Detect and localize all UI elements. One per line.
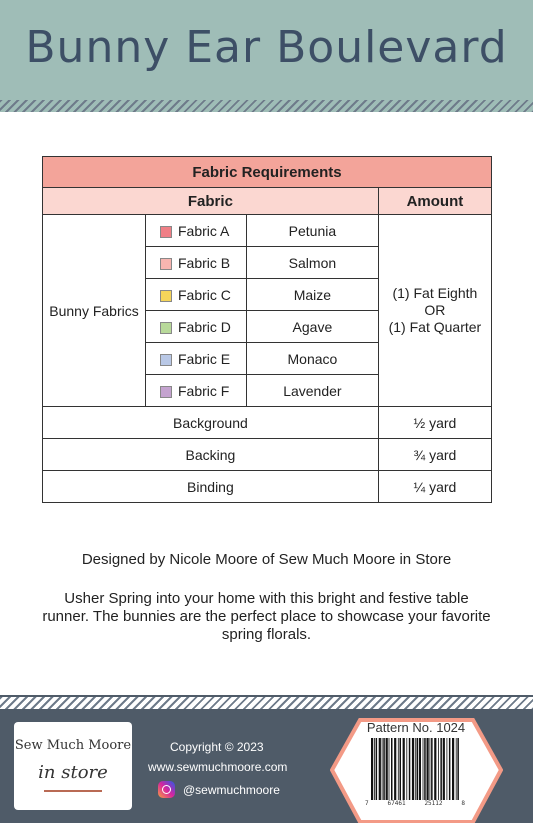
color-swatch	[160, 258, 172, 270]
bunny-fabrics-label: Bunny Fabrics	[43, 215, 146, 407]
fabric-color-name: Maize	[247, 279, 379, 311]
table-row	[43, 407, 492, 439]
column-header-amount: Amount	[378, 188, 491, 215]
logo	[14, 722, 132, 810]
instagram-handle[interactable]: @sewmuchmoore	[183, 783, 280, 797]
barcode-bar	[457, 738, 459, 800]
amount-line: (1) Fat Quarter	[388, 319, 482, 335]
barcode-bar	[394, 738, 396, 800]
barcode-bar	[403, 738, 405, 800]
barcode-bar	[376, 738, 378, 800]
copyright-text: Copyright © 2023	[170, 740, 264, 754]
color-swatch	[160, 290, 172, 302]
barcode-bar	[440, 738, 442, 800]
logo-underline	[44, 790, 102, 792]
barcode-bar	[371, 738, 373, 800]
barcode-digits	[365, 800, 465, 807]
fabric-name: Fabric F	[178, 382, 230, 399]
barcode-bar	[409, 738, 411, 800]
barcode-bar	[391, 738, 393, 800]
designed-by-text: Designed by Nicole Moore of Sew Much Moore in Store	[81, 551, 452, 568]
barcode-bar	[430, 738, 431, 800]
fabric-cell	[146, 311, 247, 343]
barcode-bar	[374, 738, 375, 800]
barcode-bar	[438, 738, 439, 800]
fabric-requirements-table	[42, 156, 492, 503]
website-link[interactable]: www.sewmuchmoore.com	[148, 760, 288, 774]
barcode	[371, 738, 461, 808]
table-row	[43, 215, 492, 247]
fabric-name: Fabric C	[178, 286, 231, 303]
color-swatch	[160, 354, 172, 366]
barcode-bar	[434, 738, 436, 800]
logo-text-line2: in store	[38, 762, 108, 783]
fabric-cell	[146, 215, 247, 247]
fabric-color-name: Petunia	[247, 215, 379, 247]
barcode-bar	[423, 738, 424, 800]
fabric-color-name: Salmon	[247, 247, 379, 279]
page-title: Bunny Ear Boulevard	[25, 22, 508, 73]
row-label: Binding	[43, 471, 379, 503]
barcode-bar	[400, 738, 402, 800]
barcode-digit-group: 7	[365, 800, 369, 807]
logo-text-line1: Sew Much Moore	[14, 738, 132, 753]
column-header-fabric: Fabric	[43, 188, 379, 215]
color-swatch	[160, 322, 172, 334]
row-label: Backing	[43, 439, 379, 471]
barcode-bar	[412, 738, 414, 800]
instagram-icon[interactable]	[158, 781, 175, 798]
fabric-name: Fabric D	[178, 318, 231, 335]
fabric-cell	[146, 247, 247, 279]
row-label: Background	[43, 407, 379, 439]
fabric-cell	[146, 375, 247, 407]
barcode-bar	[398, 738, 399, 800]
barcode-bar	[382, 738, 383, 800]
chevron-border-top	[0, 100, 533, 112]
row-amount: ¼ yard	[378, 471, 491, 503]
table-row	[43, 439, 492, 471]
barcode-bar	[419, 738, 421, 800]
barcode-bar	[427, 738, 429, 800]
amount-line: OR	[424, 302, 446, 318]
barcode-bar	[415, 738, 416, 800]
barcode-bar	[456, 738, 457, 800]
fabric-name: Fabric E	[178, 350, 231, 367]
amount-line: (1) Fat Eighth	[392, 285, 478, 301]
barcode-bar	[389, 738, 390, 800]
table-title: Fabric Requirements	[43, 157, 492, 188]
barcode-bar	[417, 738, 419, 800]
chevron-border-bottom	[0, 697, 533, 709]
barcode-bar	[431, 738, 433, 800]
fabric-cell	[146, 343, 247, 375]
color-swatch	[160, 386, 172, 398]
barcode-bar	[449, 738, 451, 800]
barcode-digit-group: 8	[461, 800, 465, 807]
fabric-cell	[146, 279, 247, 311]
barcode-bar	[379, 738, 381, 800]
fabric-name: Fabric B	[178, 254, 231, 271]
table-row	[43, 471, 492, 503]
color-swatch	[160, 226, 172, 238]
row-amount: ¾ yard	[378, 439, 491, 471]
barcode-bar	[447, 738, 448, 800]
fabric-color-name: Lavender	[247, 375, 379, 407]
barcode-bar	[443, 738, 445, 800]
fabric-name: Fabric A	[178, 222, 230, 239]
row-amount: ½ yard	[378, 407, 491, 439]
barcode-digit-group: 67461	[387, 800, 406, 807]
barcode-bar	[406, 738, 407, 800]
barcode-digit-group: 25112	[424, 800, 443, 807]
barcode-bar	[383, 738, 385, 800]
pattern-description: Usher Spring into your home with this bright and festive table runner. The bunnies are the perfect place to showcase your favorite spring florals.	[42, 590, 491, 643]
fabric-color-name: Monaco	[247, 343, 379, 375]
barcode-bar	[386, 738, 388, 800]
bunny-fabrics-amount	[378, 215, 491, 407]
fabric-color-name: Agave	[247, 311, 379, 343]
barcode-bar	[424, 738, 426, 800]
barcode-bar	[452, 738, 454, 800]
pattern-number: Pattern No. 1024	[366, 720, 466, 735]
